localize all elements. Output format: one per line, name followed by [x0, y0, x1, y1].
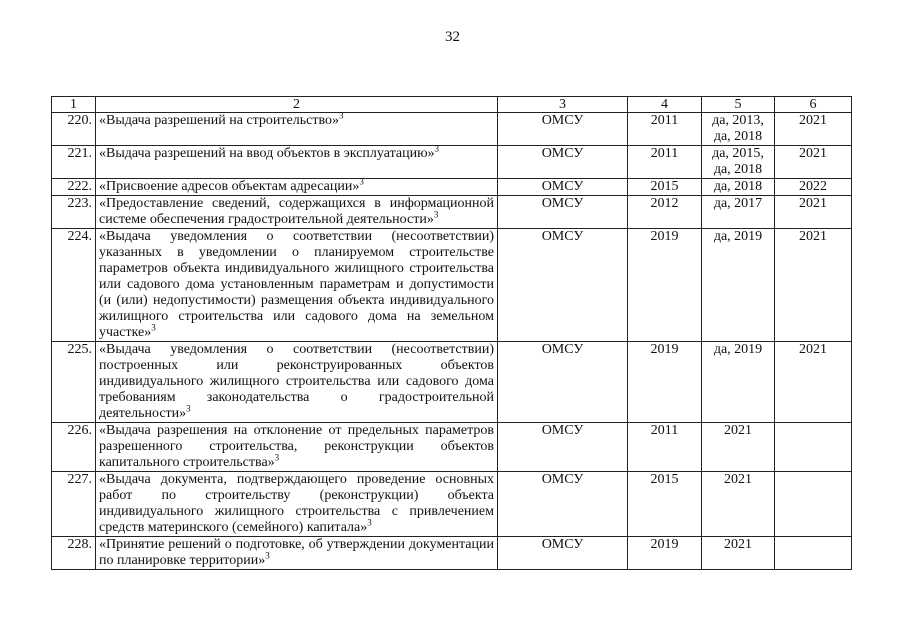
- year-cell: 2019: [628, 342, 702, 423]
- status-cell: да, 2017: [702, 196, 775, 229]
- footnote-mark: 3: [367, 517, 372, 528]
- column-header: 1: [52, 97, 96, 113]
- table-row: [52, 423, 852, 472]
- year-cell: 2021: [775, 229, 852, 342]
- service-name-cell: [96, 229, 498, 342]
- year-cell: 2019: [628, 537, 702, 570]
- year-cell: 2022: [775, 179, 852, 196]
- table-row: [52, 342, 852, 423]
- header-row: [52, 97, 852, 113]
- year-cell: 2019: [628, 229, 702, 342]
- year-cell: [775, 537, 852, 570]
- service-name-cell: [96, 472, 498, 537]
- year-cell: 2021: [775, 342, 852, 423]
- service-name-cell: [96, 143, 498, 179]
- row-number: 220.: [52, 113, 96, 146]
- row-number: 222.: [52, 179, 96, 196]
- status-cell: 2021: [702, 537, 775, 570]
- column-header: 4: [628, 97, 702, 113]
- executor-cell: ОМСУ: [498, 113, 628, 146]
- service-name: «Выдача документа, подтверждающего проведение основных работ по строительству (реконструкции) объекта индивидуального жилищного строительства с привлечением средств материнского (семейного) капитала»: [99, 472, 494, 535]
- table-row: [52, 472, 852, 537]
- year-cell: 2021: [775, 146, 852, 179]
- service-name: «Выдача разрешения на отклонение от предельных параметров разрешенного строительства, реконструкции объектов капитального строительства»: [99, 423, 494, 470]
- service-name: «Присвоение адресов объектам адресации»: [99, 179, 360, 194]
- footnote-mark: 3: [274, 452, 280, 463]
- year-cell: 2011: [628, 423, 702, 472]
- row-number: 227.: [52, 472, 96, 537]
- year-cell: 2015: [628, 472, 702, 537]
- service-name: «Выдача уведомления о соответствии (несоответствии) построенных или реконструированных объектов индивидуального жилищного строительства или садового дома требованиям законодательства о градостроительной деятельности»: [99, 342, 494, 421]
- service-name-cell: [96, 176, 498, 196]
- footnote-mark: 3: [338, 110, 344, 121]
- year-cell: 2015: [628, 179, 702, 196]
- service-name-cell: [96, 342, 498, 423]
- status-cell: да, 2013, да, 2018: [702, 113, 775, 146]
- row-number: 226.: [52, 423, 96, 472]
- year-cell: 2012: [628, 196, 702, 229]
- executor-cell: ОМСУ: [498, 537, 628, 570]
- service-name-cell: [96, 423, 498, 472]
- table-row: [52, 537, 852, 570]
- page-number: 32: [445, 29, 460, 45]
- year-cell: [775, 423, 852, 472]
- row-number: 221.: [52, 146, 96, 179]
- column-header: 3: [498, 97, 628, 113]
- status-cell: да, 2018: [702, 179, 775, 196]
- service-name: «Предоставление сведений, содержащихся в информационной системе обеспечения градостроительной деятельности»: [99, 196, 494, 227]
- footnote-mark: 3: [265, 550, 270, 561]
- table-row: [52, 179, 852, 196]
- row-number: 224.: [52, 229, 96, 342]
- table-row: [52, 113, 852, 146]
- status-cell: 2021: [702, 472, 775, 537]
- column-header: 2: [96, 97, 498, 113]
- table-row: [52, 196, 852, 229]
- footnote-mark: 3: [151, 322, 156, 333]
- footnote-mark: 3: [434, 143, 440, 154]
- status-cell: 2021: [702, 423, 775, 472]
- row-number: 223.: [52, 196, 96, 229]
- service-name: «Выдача уведомления о соответствии (несоответствии) указанных в уведомлении о планируемом строительстве параметров объекта индивидуального жилищного строительства или садового дома установленным параметрам и допустимости (и (или) недопустимости) размещения объекта индивидуального жилищного строительства или садового дома на земельном участке»: [99, 229, 494, 340]
- status-cell: да, 2019: [702, 229, 775, 342]
- service-name-cell: [96, 537, 498, 570]
- year-cell: 2021: [775, 113, 852, 146]
- year-cell: 2011: [628, 113, 702, 146]
- footnote-mark: 3: [186, 403, 191, 414]
- table-row: [52, 229, 852, 342]
- column-header: 5: [702, 97, 775, 113]
- footnote-mark: 3: [359, 176, 364, 187]
- table-row: [52, 146, 852, 179]
- status-cell: да, 2019: [702, 342, 775, 423]
- services-table: [51, 96, 852, 570]
- service-name-cell: [96, 110, 498, 146]
- row-number: 228.: [52, 537, 96, 570]
- year-cell: [775, 472, 852, 537]
- service-name: «Выдача разрешений на ввод объектов в эксплуатацию»: [99, 146, 435, 161]
- year-cell: 2021: [775, 196, 852, 229]
- executor-cell: ОМСУ: [498, 423, 628, 472]
- executor-cell: ОМСУ: [498, 472, 628, 537]
- executor-cell: ОМСУ: [498, 342, 628, 423]
- service-name: «Принятие решений о подготовке, об утверждении документации по планировке территории»: [99, 537, 494, 568]
- row-number: 225.: [52, 342, 96, 423]
- service-name: «Выдача разрешений на строительство»: [99, 113, 339, 128]
- executor-cell: ОМСУ: [498, 229, 628, 342]
- column-header: 6: [775, 97, 852, 113]
- executor-cell: ОМСУ: [498, 146, 628, 179]
- footnote-mark: 3: [433, 209, 439, 220]
- service-name-cell: [96, 196, 498, 229]
- year-cell: 2011: [628, 146, 702, 179]
- executor-cell: ОМСУ: [498, 179, 628, 196]
- executor-cell: ОМСУ: [498, 196, 628, 229]
- status-cell: да, 2015, да, 2018: [702, 146, 775, 179]
